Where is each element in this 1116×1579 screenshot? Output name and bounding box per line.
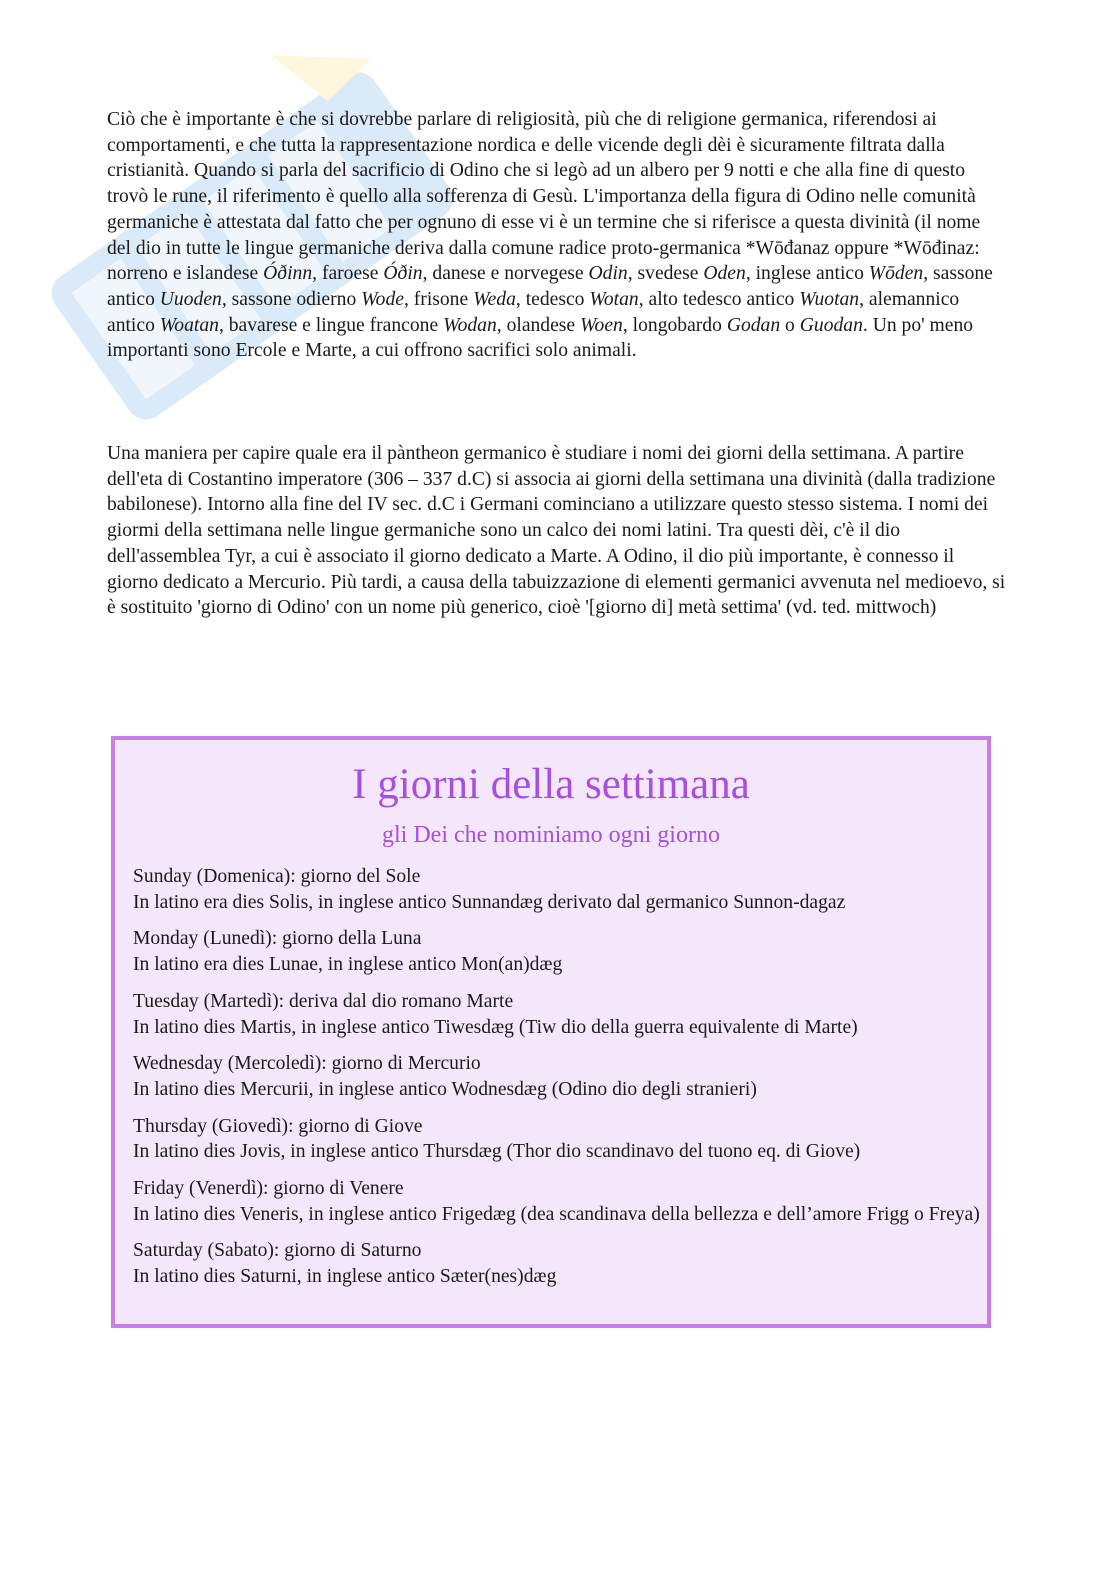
day-sunday [133,864,983,915]
day-saturday [133,1238,983,1289]
day-wednesday [133,1051,983,1102]
day-description: In latino dies Saturni, in inglese antico Sæter(nes)dæg [133,1266,557,1288]
text-run: , sassone antico [107,263,993,310]
text-run: , faroese [312,263,384,285]
day-description: In latino dies Martis, in inglese antico Tiwesdæg (Tiw dio della guerra equivalente di Marte) [133,1016,858,1038]
weekdays-box [111,736,991,1328]
paragraph-odino [107,107,1007,364]
italic-term: Uuoden [159,288,222,310]
day-description: In latino era dies Solis, in inglese antico Sunnandæg derivato dal germanico Sunnon-dagaz [133,891,846,913]
italic-term: Woen [580,314,623,336]
italic-term: Wode [361,288,404,310]
italic-term: Óðinn [263,263,313,285]
italic-term: Óðin [383,263,423,285]
day-friday [133,1176,983,1227]
text-run: , sassone odierno [221,288,362,310]
italic-term: Wuotan [799,288,860,310]
italic-term: Weda [473,288,516,310]
text-run: . Un po' meno importanti sono Ercole e Marte, a cui offrono sacrifici solo animali. [107,314,974,362]
day-thursday [133,1114,983,1165]
text-run: Ciò che è importante è che si dovrebbe parlare di religiosità, più che di religione germanica, riferendosi ai comportamenti, e che tutta la rappresentazione nordica e delle vicende degli dèi è sicuramente filtrata dalla cristianità. Quando si parla del sacrificio di Odino che si legò ad un albero per 9 notti e che alla fine di questo trovò le rune, il riferimento è quello alla sofferenza di Gesù. L'importanza della figura di Odino nelle comunità germaniche è attestata dal fatto che per ognuno di esse vi è un termine che si riferisce a questa divinità (il nome del dio in tutte le lingue germaniche deriva dalla comune radice proto-germanica *Wōđanaz oppure *Wōđinaz: norreno e islandese [107,109,981,285]
text-run: , inglese antico [745,263,869,285]
day-description: In latino era dies Lunae, in inglese antico Mon(an)dæg [133,954,563,976]
italic-term: Wodan [443,314,497,336]
text-run: , longobardo [622,314,727,336]
italic-term: Wotan [589,288,639,310]
text-run: , svedese [627,263,704,285]
day-heading: Monday (Lunedì): giorno della Luna [133,928,422,950]
italic-term: Woatan [159,314,219,336]
day-heading: Tuesday (Martedì): deriva dal dio romano Marte [133,990,514,1012]
day-heading: Friday (Venerdì): giorno di Venere [133,1178,404,1200]
text-run: , bavarese e lingue francone [218,314,444,336]
text-run: , danese e norvegese [422,263,589,285]
day-monday [133,926,983,977]
text-run: o [780,314,800,336]
day-description: In latino dies Veneris, in inglese antico Frigedæg (dea scandinava della bellezza e dell’amore Frigg o Freya) [133,1203,980,1225]
day-heading: Thursday (Giovedì): giorno di Giove [133,1115,423,1137]
day-description: In latino dies Jovis, in inglese antico Thursdæg (Thor dio scandinavo del tuono eq. di Giove) [133,1141,861,1163]
weekdays-list [133,864,983,1301]
paragraph-giorni: Una maniera per capire quale era il pàntheon germanico è studiare i nomi dei giorni della settimana. A partire dell'eta di Costantino imperatore (306 – 337 d.C) si associa ai giorni della settimana una divinità (dalla tradizione babilonese). Intorno alla fine del IV sec. d.C i Germani cominciano a utilizzare questo stesso sistema. I nomi dei giormi della settimana nelle lingue germaniche sono un calco dei nomi latini. Tra questi dèi, c'è il dio dell'assemblea Tyr, a cui è associato il giorno dedicato a Marte. A Odino, il dio più importante, è connesso il giorno dedicato a Mercurio. Più tardi, a causa della tabuizzazione di elementi germanici avvenuta nel medioevo, si è sostituito 'giorno di Odino' con un nome più generico, cioè '[giorno di] metà settima' (vd. ted. mittwoch) [107,443,1006,619]
text-run: , alemannico antico [107,288,960,336]
day-heading: Wednesday (Mercoledì): giorno di Mercurio [133,1053,481,1075]
text-run: , tedesco [515,288,590,310]
box-title: I giorni della settimana [352,761,750,808]
text-run: , olandese [496,314,581,336]
italic-term: Wōden [868,263,924,285]
day-heading: Sunday (Domenica): giorno del Sole [133,866,421,887]
text-run: , frisone [403,288,474,310]
italic-term: Odin [588,263,628,285]
day-description: In latino dies Mercurii, in inglese antico Wodnesdæg (Odino dio degli stranieri) [133,1078,757,1100]
italic-term: Godan [726,314,781,336]
box-subtitle: gli Dei che nominiamo ogni giorno [382,822,720,848]
day-heading: Saturday (Sabato): giorno di Saturno [133,1240,422,1262]
italic-term: Guodan [799,314,863,336]
day-tuesday [133,989,983,1040]
text-run: , alto tedesco antico [638,288,800,310]
italic-term: Oden [703,263,746,285]
